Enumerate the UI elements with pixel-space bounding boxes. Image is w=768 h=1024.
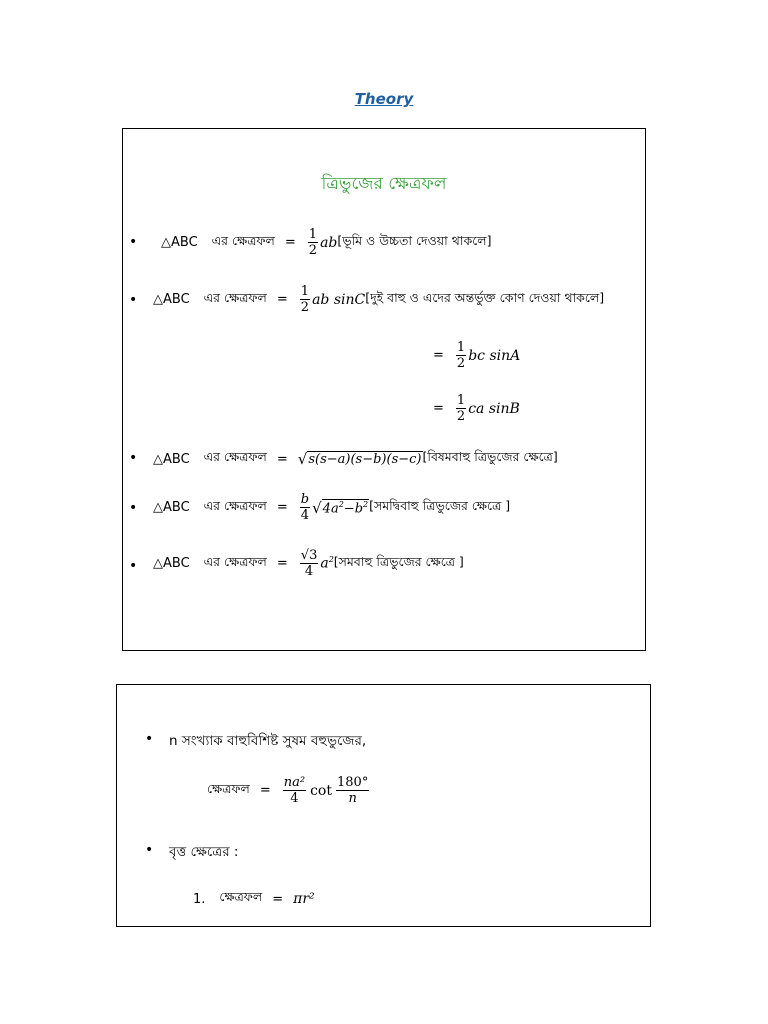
circle-area-formula [193, 889, 315, 909]
triangle-label: △ABC [161, 235, 198, 250]
formula-note: [সমদ্বিবাহু ত্রিভুজের ক্ষেত্রে ] [369, 497, 511, 513]
formula-expr: s(s−a)(s−b)(s−c) [308, 452, 422, 467]
formula-expr: ab sinC [312, 291, 366, 308]
polygon-line: n সংখ্যাক বাহুবিশিষ্ট সুষম বহুভুজের, [169, 733, 367, 749]
bullet-icon: • [129, 292, 138, 308]
area-text: এর ক্ষেত্রফল [203, 449, 267, 464]
triangle-label: △ABC [153, 451, 190, 467]
fraction: $\frac{1}{2}$ [300, 284, 310, 315]
polygon-circle-box [116, 684, 651, 927]
circle-line: বৃত্ত ক্ষেত্রের : [169, 844, 239, 860]
fraction: $\frac{1}{2}$ [308, 227, 318, 258]
formula-row-2b [423, 340, 520, 371]
radical-icon: √ [312, 498, 322, 517]
bullet-icon: • [145, 842, 154, 858]
equals-sign: = [284, 235, 296, 250]
equals-sign: = [276, 292, 288, 307]
bullet-icon: • [129, 558, 138, 574]
area-label: ক্ষেত্রফল [219, 889, 263, 904]
polygon-area-formula [207, 775, 371, 806]
cot-text: cot [310, 782, 332, 799]
area-text: এর ক্ষেত্রফল [203, 289, 267, 305]
equals-sign: = [276, 500, 288, 515]
formula-expr: ab [320, 234, 338, 251]
section-heading: ত্রিভুজের ক্ষেত্রফল [321, 174, 447, 194]
formula-row-1 [161, 227, 491, 258]
formula-note: [সমবাহু ত্রিভুজের ক্ষেত্রে ] [333, 553, 464, 569]
bullet-icon: • [145, 731, 154, 747]
page-title: Theory [354, 90, 414, 108]
formula-note: [দুই বাহু ও এদের অন্তর্ভুক্ত কোণ দেওয়া থাকলে] [365, 289, 605, 305]
fraction: $\frac{180^\circ}{n}$ [337, 775, 369, 806]
bullet-icon: • [129, 500, 138, 516]
formula-row-5 [153, 548, 464, 579]
equals-sign: = [276, 556, 288, 571]
equals-sign: = [276, 451, 288, 467]
formula-expr: ca sinB [468, 400, 520, 417]
triangle-area-box [122, 128, 646, 651]
fraction: $\frac{√3}{4}$ [300, 548, 318, 579]
area-text: এর ক্ষেত্রফল [211, 232, 275, 248]
triangle-label: △ABC [153, 556, 190, 571]
fraction: $\frac{1}{2}$ [456, 393, 466, 424]
area-text: এর ক্ষেত্রফল [203, 497, 267, 513]
fraction: $\frac{b}{4}$ [300, 492, 310, 523]
formula-row-2c [423, 393, 520, 424]
formula-note: [বিষমবাহু ত্রিভুজের ক্ষেত্রে] [422, 449, 558, 464]
formula-row-2 [153, 284, 604, 315]
triangle-label: △ABC [153, 500, 190, 515]
triangle-label: △ABC [153, 292, 190, 307]
fraction: $\frac{\text{na²}}{4}$ [283, 775, 306, 806]
equals-sign: = [433, 348, 444, 363]
formula-expr: bc sinA [468, 347, 521, 364]
formula-expr: πr² [293, 891, 315, 907]
equals-sign: = [259, 783, 271, 798]
equals-sign: = [433, 401, 444, 416]
formula-note: [ভূমি ও উচ্চতা দেওয়া থাকলে] [337, 232, 492, 248]
area-label: ক্ষেত্রফল [207, 780, 250, 796]
radical-icon: √ [297, 450, 308, 468]
formula-row-4 [153, 492, 510, 523]
area-text: এর ক্ষেত্রফল [203, 553, 267, 569]
bullet-icon: • [129, 450, 138, 466]
equals-sign: = [272, 891, 284, 907]
list-number: 1. [193, 891, 206, 907]
formula-expr: $4a^2-b^2$ [322, 499, 369, 517]
bullet-icon: • [129, 234, 138, 250]
formula-expr: $a^2$ [320, 555, 334, 572]
fraction: $\frac{1}{2}$ [456, 340, 466, 371]
formula-row-3 [153, 449, 558, 469]
